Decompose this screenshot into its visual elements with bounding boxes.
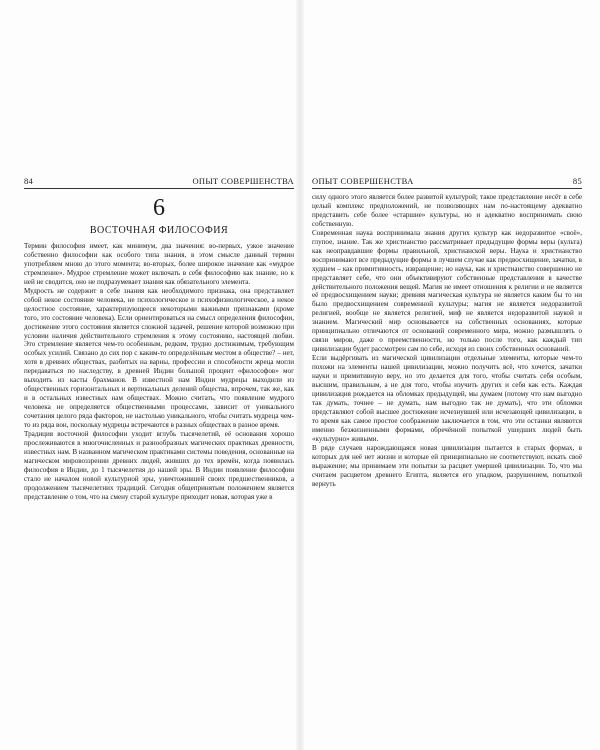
running-head-left: ОПЫТ СОВЕРШЕНСТВА <box>192 176 294 186</box>
chapter-number: 6 <box>153 195 165 221</box>
page-number-right: 85 <box>572 176 582 186</box>
right-paragraph: Если выдёргивать из магической цивилизации отдельные элементы, которые чем-то похожи на элементы нашей цивилизации, можно получить всё, что хочется, зачатки науки и примитивную веру, но это делается для того, чтобы считать себя особым, высшим, правильным, а не для того, чтобы изучить других и себя как есть. Каждая цивилизация рождается на обломках предыдущей, мы думаем (потому что нам выгодно так думать, точнее – не думать, нам выгодно так не думать), что эти обломки представляют собой высшее достижение исчезнувшей или исчезающей цивилизации, в то время как самое простое соображение заключается в том, что эти останки являются именно безжизненными формами, обречённой попыткой ушедших людей быть «культурно» живыми. <box>312 354 582 443</box>
right-paragraph: силу одного этого является более развитой культурой; такое представление несёт в себе целый комплекс предположений, не позволяющих нам по-настоящему адекватно представить себе более «старшие» культуры, но и адекватно воспринимать свою собственную. <box>312 193 582 228</box>
right-page <box>312 176 582 730</box>
left-page <box>24 176 294 730</box>
right-page-header <box>312 176 582 189</box>
left-paragraph: Термин философия имеет, как минимум, два значения: во-первых, узкое значение собственно философии как особого типа знания, в этом смысле данный термин употребляем мною до этого момента; во-вторых, более широкое значение как «мудрое стремление». Мудрое стремление может включать в себя философию как знание, но к ней не сводится, оно не подразумевает знания как обязательного элемента. <box>24 242 294 286</box>
right-paragraph: Современная наука воспринимала знания других культур как недоразвитое «своё», глупое, знание. Так же христианство рассматривает предыдущие формы веры (культа) как неоправдавшие формы правильной, христианской веры. Наука и христианство воспринимают все предыдущие формы в лучшем случае как предвосхищение, зачатки, в худшем – как примитивность, извращение; но наука, как и христианство совершенно не представляет себе, что они объективируют собственные представления в качестве действительного положения вещей. Магия не имеет отношения к религии и не является её предвосхищением науки; древняя магическая культура не является каким бы то ни было предвосхищением современной культуры; магия не является недоразвитой религией, вообще не является религией, миф не является недоразвитой наукой и знанием. Магический мир основывается на собственных основаниях, которые принципиально отличаются от оснований современного мира, можно размышлять о связи миров, даже о преемственности, но только после того, как каждый тип цивилизации будет рассмотрен сам по себе, исходя из своих собственных оснований. <box>312 228 582 354</box>
right-paragraph: В ряде случаев нарождающаяся новая цивилизация пытается в старых формах, в которых для неё нет жизни и которые ей принципиально не соответствуют, искать своё выражение; мы принимаем эти попытки за расцвет умершей цивилизации. То, что мы считаем расцветом древнего Египта, является его упадком, разрушением, попыткой вернуть <box>312 443 582 488</box>
page-number-left: 84 <box>24 176 34 186</box>
running-head-right: ОПЫТ СОВЕРШЕНСТВА <box>312 176 414 186</box>
left-paragraph: Мудрость не содержит в себе знания как необходимого признака, она представляет собой некое состояние человека, не психологическое и психофизиологическое, а некое целостное состояние, характеризующееся некоторыми важными признаками (кроме того, это состояние человека). Если ориентироваться на смысл определения философии, достижение этого состояния является сложной задачей, решение которой возможно при условии наличия действительного стремления к этому состоянию, настоящей любви. Это стремление является чем-то особенным, редким, трудно достижимым, требующим особых усилий. Связано до сих пор с каким-то определённым местом в обществе? – нет, хотя в древних обществах, разбитых на варны, профессии и способности жрецa могли передаваться по наследству, в древней Индии большой процент «философов» мог выходить из касты брахманов. В известной нам Индии мудрецы выходили из общественных горизонтальных и вертикальных делений общества, впрочем, так же, как и в остальных известных нам обществах. Можно считать, что появление мудрого человека не определяется общественными процессами, зависит от уникального сочетания целого ряда факторов, не настолько уникального, чтобы считать мудреца чем-то из ряда вон, поскольку мудрецы встречаются в разных обществах в разное время. <box>24 286 294 430</box>
book-gutter <box>296 0 304 750</box>
left-page-header <box>24 176 294 189</box>
chapter-title: ВОСТОЧНАЯ ФИЛОСОФИЯ <box>89 225 229 236</box>
left-paragraph: Традиция восточной философии уходит вглубь тысячелетий, её основания хорошо прослеживаются в многочисленных и разнообразных магических практиках древности, известных нам. В названном магическом практиками системы поведения, основанные на магическом мировоззрении древних людей, живших до тех времён, когда появилась философия в Индии, до 1 тысячелетия до нашей эры. В Индии появление философии стало не началом новой культурной эры, уничтожившей своих предшественников, а продолжением тысячелетних традиций. Сегодня общепринятым положением является представление о том, что на смену старой культуре приходит новая, которая уже в <box>24 430 294 501</box>
